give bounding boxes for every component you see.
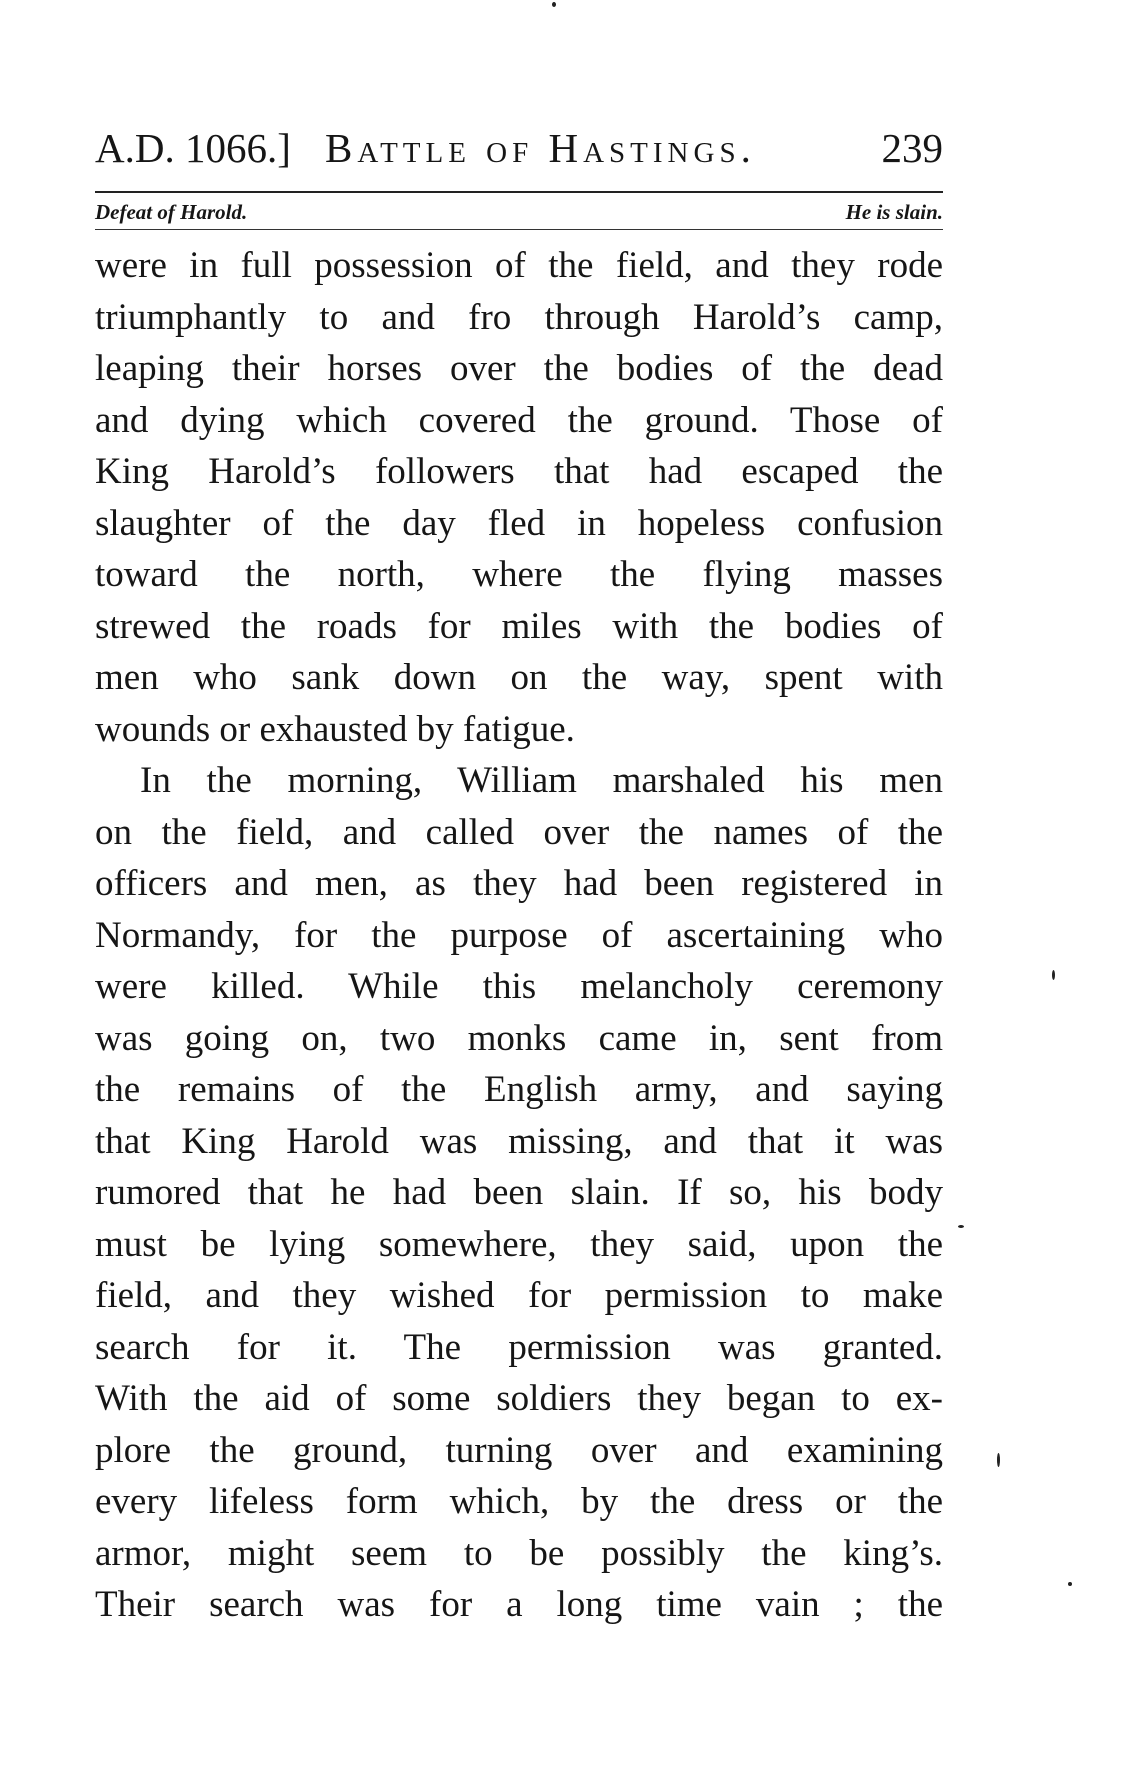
text-line: that King Harold was missing, and that it was bbox=[95, 1120, 943, 1162]
text-line: toward the north, where the flying masses bbox=[95, 554, 943, 595]
text-line: Their search was for a long time vain ; the bbox=[95, 1584, 943, 1625]
text-line: every lifeless form which, by the dress or the bbox=[95, 1481, 943, 1522]
text-line: and dying which covered the ground. Those of bbox=[95, 399, 943, 441]
text-line: were killed. While this melancholy ceremony bbox=[95, 966, 943, 1007]
book-page bbox=[95, 118, 943, 1625]
scan-speck bbox=[552, 2, 556, 7]
text-line: armor, might seem to be possibly the king’s. bbox=[95, 1532, 943, 1574]
subhead-right: He is slain. bbox=[845, 200, 943, 224]
subhead-left: Defeat of Harold. bbox=[95, 200, 248, 224]
paragraph-2 bbox=[95, 755, 943, 1631]
text-line: men who sank down on the way, spent with bbox=[95, 657, 943, 698]
text-line: field, and they wished for permission to make bbox=[95, 1275, 943, 1316]
scan-speck bbox=[1068, 1582, 1072, 1586]
text-line: search for it. The permission was granted. bbox=[95, 1326, 943, 1368]
text-line: on the field, and called over the names of the bbox=[95, 811, 943, 853]
text-line: rumored that he had been slain. If so, his body bbox=[95, 1172, 943, 1213]
text-line: slaughter of the day fled in hopeless confusion bbox=[95, 502, 943, 544]
text-line: was going on, two monks came in, sent from bbox=[95, 1017, 943, 1059]
text-line: wounds or exhausted by fatigue. bbox=[95, 708, 575, 750]
scan-speck bbox=[1052, 970, 1055, 980]
scan-speck bbox=[958, 1225, 964, 1228]
text-line: officers and men, as they had been registered in bbox=[95, 863, 943, 904]
text-line: were in full possession of the field, and they rode bbox=[95, 245, 943, 286]
text-line: must be lying somewhere, they said, upon the bbox=[95, 1223, 943, 1265]
text-line: the remains of the English army, and saying bbox=[95, 1069, 943, 1110]
body-text bbox=[95, 240, 943, 1631]
scan-speck bbox=[997, 1453, 1000, 1467]
running-head bbox=[95, 118, 943, 178]
subhead-rule bbox=[95, 229, 943, 230]
text-line: Normandy, for the purpose of ascertaining who bbox=[95, 914, 943, 956]
text-line: strewed the roads for miles with the bodies of bbox=[95, 605, 943, 647]
text-line: King Harold’s followers that had escaped the bbox=[95, 451, 943, 492]
paragraph-1 bbox=[95, 240, 943, 755]
text-line: In the morning, William marshaled his men bbox=[140, 760, 943, 801]
page-number: 239 bbox=[881, 125, 943, 171]
text-line: triumphantly to and fro through Harold’s camp, bbox=[95, 296, 943, 338]
header-rule bbox=[95, 191, 943, 193]
header-date: A.D. 1066.] bbox=[95, 125, 291, 171]
text-line: With the aid of some soldiers they began to ex- bbox=[95, 1378, 943, 1419]
text-line: plore the ground, turning over and examining bbox=[95, 1429, 943, 1471]
text-line: leaping their horses over the bodies of the dead bbox=[95, 348, 943, 389]
chapter-title: Battle of Hastings. bbox=[325, 125, 756, 171]
marginal-subheads bbox=[95, 198, 943, 226]
